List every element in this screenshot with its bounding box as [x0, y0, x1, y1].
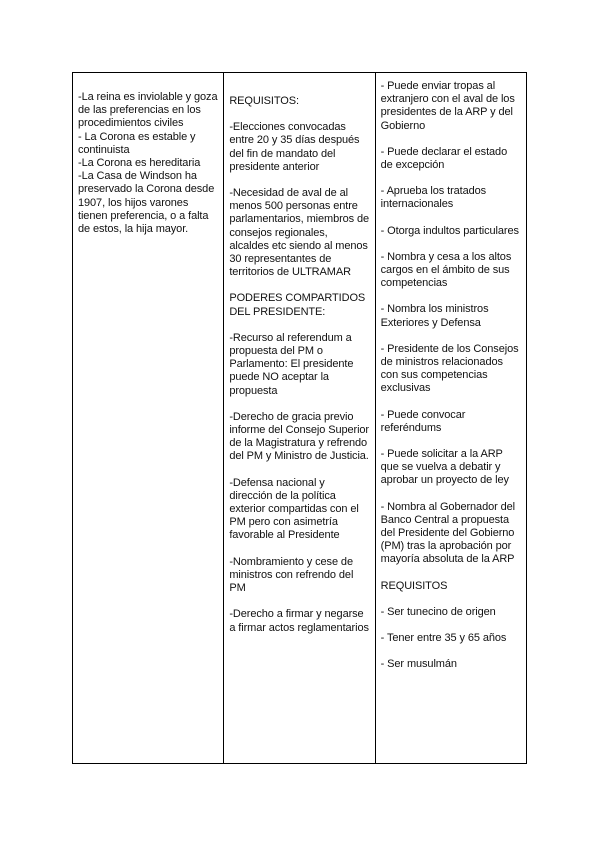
cell-text: -Derecho de gracia previo informe del Consejo Superior de la Magistratura y refrendo del PM y Ministro de Justicia.: [229, 410, 369, 463]
cell-text: - Puede enviar tropas al extranjero con el aval de los presidentes de la ARP y del Gobierno: [380, 80, 515, 132]
table-cell-president-france: [224, 73, 375, 763]
section-heading: PODERES COMPARTIDOS DEL PRESIDENTE:: [229, 292, 366, 318]
cell-text: - Nombra y cesa a los altos cargos en el ámbito de sus competencias: [380, 250, 512, 290]
cell-text: - Aprueba los tratados internacionales: [380, 185, 487, 211]
cell-text: - Tener entre 35 y 65 años: [380, 632, 507, 645]
cell-text: - Nombra al Gobernador del Banco Central a propuesta del Presidente del Gobierno (PM) tras la aprobación por mayoría absoluta de la ARP: [380, 500, 516, 566]
cell-text: - Presidente de los Consejos de ministros relacionados con sus competencias exclusivas: [380, 342, 519, 395]
table-cell-president-tunisia: [376, 73, 526, 763]
cell-text: - Otorga indultos particulares: [380, 224, 519, 237]
cell-text: -La Corona es hereditaria: [78, 157, 201, 170]
cell-text: -Elecciones convocadas entre 20 y 35 días después del fin de mandato del presidente anterior: [229, 121, 360, 173]
cell-text: - Nombra los ministros Exteriores y Defensa: [380, 303, 489, 329]
cell-text: - Ser musulmán: [380, 658, 457, 671]
cell-text: -La reina es inviolable y goza de las preferencias en los procedimientos civiles: [78, 91, 218, 130]
cell-text: -Derecho a firmar y negarse a firmar actos reglamentarios: [229, 608, 369, 634]
cell-text: -Nombramiento y cese de ministros con refrendo del PM: [229, 555, 354, 595]
section-heading: REQUISITOS: [380, 579, 448, 592]
cell-text: - La Corona es estable y continuista: [78, 130, 196, 156]
cell-text: -Necesidad de aval de al menos 500 personas entre parlamentarios, miembros de consejos regionales, alcaldes etc siendo al menos 30 representantes de territorios de ULTRAMAR: [229, 187, 370, 279]
cell-text: - Puede convocar referéndums: [380, 408, 466, 434]
comparison-table: [72, 72, 527, 764]
cell-text: -Recurso al referendum a propuesta del PM o Parlamento: El presidente puede NO aceptar la propuesta: [229, 331, 354, 397]
cell-text: -Defensa nacional y dirección de la política exterior compartidas con el PM pero con asimetría favorable al Presidente: [229, 476, 359, 542]
cell-text: - Ser tunecino de origen: [380, 605, 496, 618]
section-heading: REQUISITOS:: [229, 95, 299, 107]
cell-text: -La Casa de Windson ha preservado la Corona desde 1907, los hijos varones tienen preferencia, o a falta de estos, la hija mayor.: [78, 170, 215, 236]
cell-text: - Puede declarar el estado de excepción: [380, 145, 508, 172]
table-cell-monarchy: [73, 73, 224, 763]
cell-text: - Puede solicitar a la ARP que se vuelva a debatir y aprobar un proyecto de ley: [380, 448, 509, 487]
